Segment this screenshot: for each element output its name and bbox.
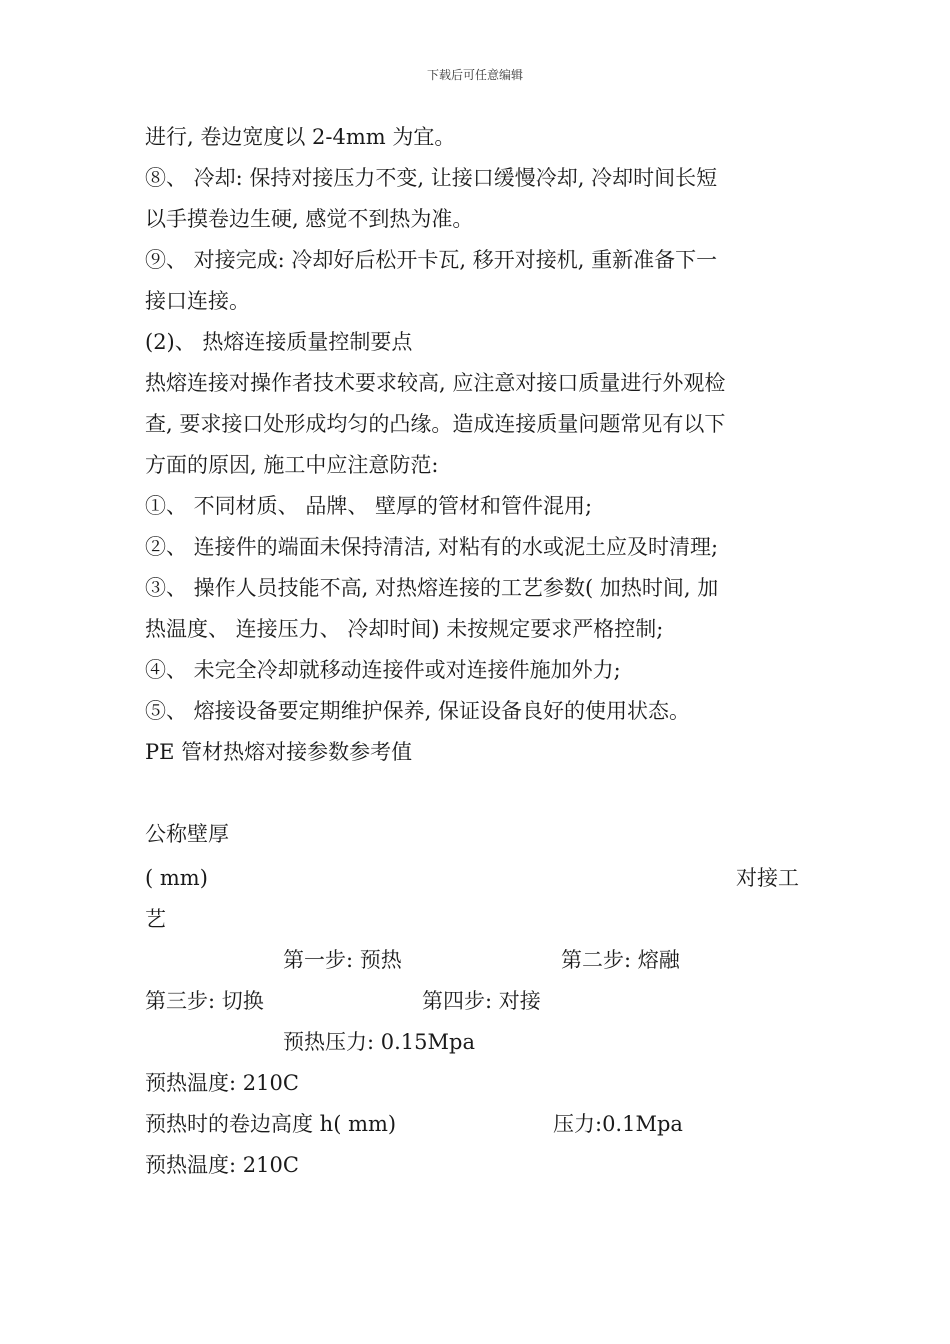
list-item: ④、 未完全冷却就移动连接件或对连接件施加外力; (145, 658, 621, 682)
wall-thickness-label: 公称壁厚 (145, 822, 229, 846)
preheat-pressure: 预热压力: 0.15Mpa (283, 1030, 475, 1054)
preheat-temperature: 预热温度: 210C (145, 1071, 299, 1095)
process-label-cont: 艺 (145, 907, 166, 931)
text-line: 热熔连接对操作者技术要求较高, 应注意对接口质量进行外观检 (145, 371, 726, 395)
list-item: ③、 操作人员技能不高, 对热熔连接的工艺参数( 加热时间, 加 (145, 576, 719, 600)
text-line: 方面的原因, 施工中应注意防范: (145, 453, 439, 477)
text-line: ⑨、 对接完成: 冷却好后松开卡瓦, 移开对接机, 重新准备下一 (145, 248, 718, 272)
table-caption: PE 管材热熔对接参数参考值 (145, 740, 413, 764)
list-item: ①、 不同材质、 品牌、 壁厚的管材和管件混用; (145, 494, 593, 518)
pressure: 压力:0.1Mpa (553, 1112, 683, 1136)
list-item: ⑤、 熔接设备要定期维护保养, 保证设备良好的使用状态。 (145, 699, 691, 723)
section-heading: (2)、 热熔连接质量控制要点 (145, 330, 413, 354)
step-4: 第四步: 对接 (422, 989, 541, 1013)
text-line: 查, 要求接口处形成均匀的凸缘。造成连接质量问题常见有以下 (145, 412, 726, 436)
list-item: ②、 连接件的端面未保持清洁, 对粘有的水或泥土应及时清理; (145, 535, 719, 559)
list-item: 热温度、 连接压力、 冷却时间) 未按规定要求严格控制; (145, 617, 664, 641)
page-header: 下载后可任意编辑 (426, 68, 523, 82)
step-2: 第二步: 熔融 (561, 948, 680, 972)
text-line: 以手摸卷边生硬, 感觉不到热为准。 (145, 207, 474, 231)
step-3: 第三步: 切换 (145, 989, 264, 1013)
text-line: 进行, 卷边宽度以 2-4mm 为宜。 (145, 125, 456, 149)
bead-height: 预热时的卷边高度 h( mm) (145, 1112, 397, 1136)
text-line: 接口连接。 (145, 289, 250, 313)
process-label: 对接工 (736, 866, 799, 890)
unit-label: ( mm) (145, 866, 208, 890)
preheat-temperature: 预热温度: 210C (145, 1153, 299, 1177)
step-1: 第一步: 预热 (283, 948, 402, 972)
text-line: ⑧、 冷却: 保持对接压力不变, 让接口缓慢冷却, 冷却时间长短 (145, 166, 718, 190)
